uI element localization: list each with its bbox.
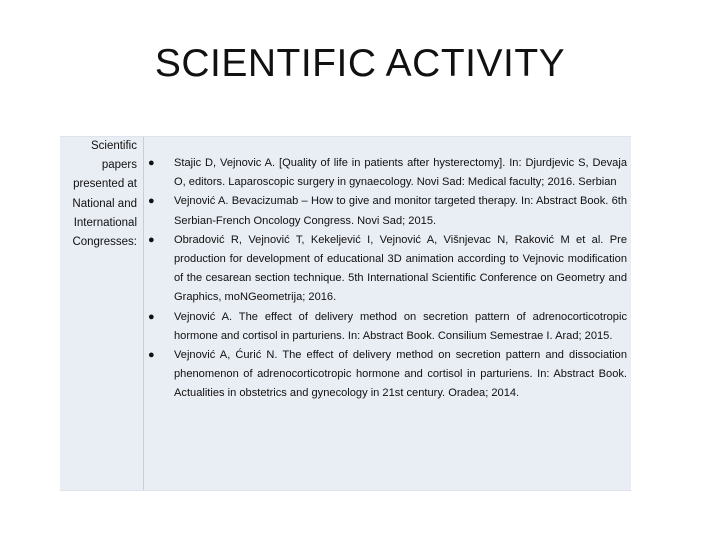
bullet-icon: ●: [148, 310, 155, 323]
reference-item: [146, 231, 627, 308]
reference-text: Stajic D, Vejnovic A. [Quality of life in patients after hysterectomy]. In: Djurdjevic S, Devaja O, editors. Laparoscopic surgery in gynaecology. Novi Sad: Medical faculty; 2016. Serbian: [174, 157, 627, 189]
reference-item: [146, 346, 627, 404]
reference-list: [146, 154, 627, 404]
reference-item: [146, 192, 627, 230]
bullet-icon: ●: [148, 157, 155, 169]
bullet-icon: ●: [148, 233, 155, 246]
references-table: [60, 136, 631, 491]
category-label: Scientific papers presented at National and International Congresses:: [72, 140, 137, 249]
bullet-icon: ●: [148, 349, 155, 362]
reference-item: [146, 154, 627, 192]
category-cell: [60, 137, 144, 490]
reference-text: Vejnović A. The effect of delivery method on secretion pattern of adrenocorticotropic hormone and cortisol in parturiens. In: Abstract Book. Consilium Semestrae I. Arad; 2015.: [174, 310, 627, 342]
reference-text: Vejnović A, Ćurić N. The effect of delivery method on secretion pattern and dissociation phenomenon of adrenocorticotropic hormone and cortisol in parturiens. In: Abstract Book. Actualities in obstetrics and gynecology in 21st century. Oradea; 2014.: [174, 349, 627, 400]
bullet-icon: ●: [148, 195, 155, 208]
reference-text: Vejnović A. Bevacizumab – How to give and monitor targeted therapy. In: Abstract Book. 6th Serbian-French Oncology Congress. Novi Sad; 2015.: [174, 195, 627, 227]
reference-item: [146, 308, 627, 346]
slide-title: SCIENTIFIC ACTIVITY: [154, 42, 566, 85]
reference-text: Obradović R, Vejnović T, Kekeljević I, Vejnović A, Višnjevac N, Raković M et al. Pre production for development of educational 3D animation according to Vejnovic modification of the cesarean section technique. 5th International Scientific Conference on Geometry and Graphics, moNGeometrija; 2016.: [174, 233, 627, 304]
